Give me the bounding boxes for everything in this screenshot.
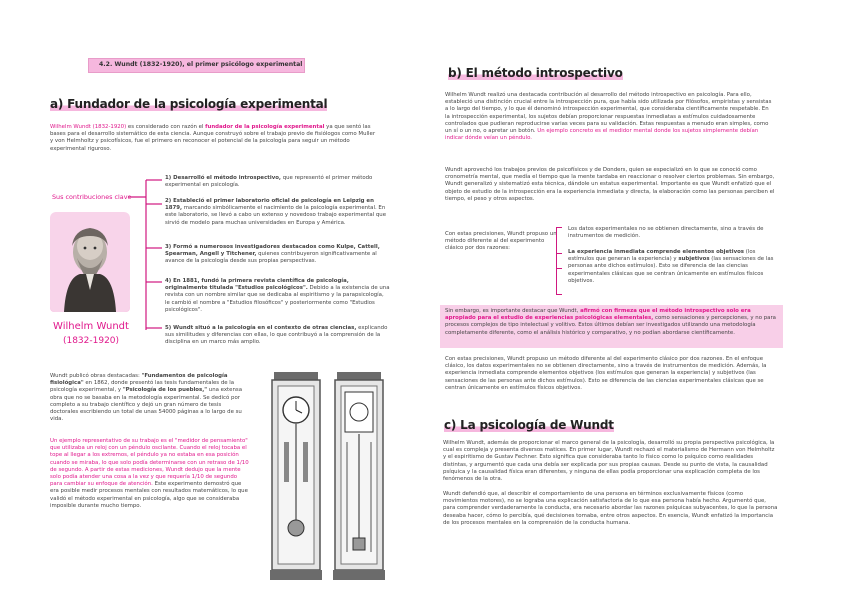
contribution-item: 2) Estableció el primer laboratorio oficial de psicología en Leipzig en 1879, marcando simbólicamente el nacimiento de la psicología experimental. En este laboratorio, se llevó a cabo un extenso y novedoso trabajo experimental que sirvió de modelo para muchas universidades en Europa y América.: [165, 198, 387, 226]
contribution-item: 1) Desarrolló el método introspectivo, que representó el primer método experimental en psicología.: [165, 175, 373, 189]
works-paragraph: Wundt publicó obras destacadas: "Fundamentos de psicología fisiológica" en 1862, donde presentó las tesis fundamentales de la psicología experimental, y "Psicología de los pueblos," una extensa obra que no se basaba en la metodología experimental. Se dedicó por completo a su trabajo científico y dejó un gran número de tesis doctorales escribiendo un total de unas 54000 páginas a lo largo de su vida.: [50, 373, 243, 423]
introspection-paragraph-2: Wundt aprovechó los trabajos previos de psicofísicos y de Donders, quien se especializó en lo que se conoció como cronometría mental, que medía el tiempo que la mente tardaba en reaccionar o resolver ciertos problemas. Sin embargo, Wundt generalizó y sistematizó esta técnica, dándole un estatus experimental. Importante es que Wundt enfatizó que el objeto de estudio de la introspección era la experiencia inmediata y directa, la elaboración como las personas perciben el tiempo, el peso y otros aspectos.: [445, 167, 775, 202]
contributions-label: Sus contribuciones clave: [52, 193, 132, 201]
example-paragraph: Un ejemplo representativo de su trabajo es el "medidor de pensamiento" que utilizaba un reloj con un péndulo oscilante. Cuando el reloj tocaba el tope al llegar a los extremos, el péndulo ya no estaba en esa posición cuando se miraba, lo que solo podía determinarse con un retraso de 1/10 de segundo. A partir de estas mediciones, Wundt dedujo que la mente solo podía atender una cosa a la vez y que requería 1/10 de segundo para cambiar su enfoque de atención. Este experimento demostró que era posible medir procesos mentales con resultados matemáticos, lo que validó el método experimental en psicología, algo que se consideraba imposible durante mucho tiempo.: [50, 438, 249, 509]
contrast-point-1: Los datos experimentales no se obtienen directamente, sino a través de instrumentos de medición.: [568, 226, 764, 240]
connector-lines: [128, 170, 164, 340]
portrait-frame: [50, 212, 130, 312]
section-tag-text: 4.2. Wundt (1832-1920), el primer psicólogo experimental: [99, 61, 303, 68]
contribution-item: 4) En 1881, fundó la primera revista científica de psicología, originalmente titulada "Estudios psicológicos". Debido a la existencia de una revista con un nombre similar que se dedicaba al espiritismo y la parapsicología, le cambió el nombre a "Estudios filosóficos" y posteriormente como "Estudios psicológicos".: [165, 278, 390, 313]
section-tag: [88, 58, 305, 73]
wundt-psychology-paragraph-1: Wilhelm Wundt, además de proporcionar el marco general de la psicología, desarrolló su propia perspectiva psicológica, la cual es compleja y presenta diversos matices. En primer lugar, Wundt rechazó el materialismo de Hermann von Helmholtz y el espiritismo de Gustav Fechner. Esto significa que consideraba tanto lo físico como lo psíquico como realidades distintas, y argumentó que cada una debía ser explicada por sus propias causas. Desde su punto de vista, la causalidad psíquica y la causalidad física eran diferentes, y ninguna de ellas podía proporcionar una explicación completa de los fenómenos de la otra.: [443, 440, 775, 483]
bracket-bottom: [556, 253, 562, 295]
section-a-title: a) Fundador de la psicología experimental: [50, 97, 328, 111]
wundt-portrait-image: [50, 212, 130, 312]
section-b-title: b) El método introspectivo: [448, 66, 623, 80]
section-c-title: c) La psicología de Wundt: [444, 418, 614, 432]
highlight-box-text: Sin embargo, es importante destacar que Wundt, afirmó con firmeza que el método introspectivo solo era apropiado para el estudio de experiencias psicológicas elementales, como sensaciones y percepciones, y no para procesos complejos de tipo intelectual y volitivo. Estos últimos debían ser investigados utilizando una metodología completamente diferente, como el análisis histórico y comparativo, y no podían abordarse científicamente.: [445, 308, 776, 336]
wundt-psychology-paragraph-2: Wundt defendió que, al describir el comportamiento de una persona en términos exclusivamente físicos (como movimientos motores), no se lograba una explicación satisfactoria de lo que esa persona había hecho. Argumentó que, para comprender verdaderamente la conducta, era necesario abordar las razones psíquicas subyacentes, lo que la persona deseaba hacer, cómo lo percibía, qué decisiones tomaba, entre otros aspectos. En esencia, Wundt enfatizó la importancia de los procesos mentales en la comprensión de la conducta humana.: [443, 491, 778, 526]
introspection-paragraph-1: Wilhelm Wundt realizó una destacada contribución al desarrollo del método introspectivo en psicología. Para ello, estableció una distinción crucial entre la introspección pura, que había sido utilizada por filósofos, empiristas y sensistas a lo largo del tiempo, y lo que él denominó introspección experimental, que consideraba científicamente respetable. En la introspección experimental, los sujetos debían proporcionar respuestas inmediatas a estímulos cuidadosamente controlados que pudieran reproducirse varias veces para su validación. Estas respuestas a menudo eran simples, como un sí o un no, o apretar un botón. Un ejemplo concreto es el medidor mental donde los sujetos simplemente debían indicar dónde veían un péndulo.: [445, 92, 772, 142]
pendulum-clock-image-2: [333, 372, 385, 580]
contribution-item: 3) Formó a numerosos investigadores destacados como Kulpe, Cattell, Spearman, Angell y Titchener, quienes contribuyeron significativamente al avance de la psicología desde sus propias perspectivas.: [165, 244, 380, 265]
pendulum-clock-image: [270, 372, 322, 580]
portrait-name: Wilhelm Wundt: [53, 321, 129, 332]
contrast-point-2: La experiencia inmediata comprende elementos objetivos (los estímulos que generan la experiencia) y subjetivos (las sensaciones de las personas ante dichos estímulos). Esto se diferencia de las ciencias experimentales clásicas que se centran únicamente en estímulos físicos objetivos.: [568, 249, 774, 284]
portrait-dates: (1832-1920): [62, 336, 120, 346]
intro-paragraph: Wilhelm Wundt (1832-1920) es considerado con razón el fundador de la psicología experimental ya que sentó las bases para el desarrollo sistemático de esta ciencia. Aunque construyó sobre el trabajo previo de fisiólogos como Muller y von Helmholtz y psicofísicos, fue el primero en reconocer el potencial de la psicología para seguir un método experimental riguroso.: [50, 124, 376, 152]
highlight-box: [440, 305, 783, 348]
contrast-intro: Con estas precisiones, Wundt propuso un método diferente al del experimento clásico por dos razones:: [445, 231, 557, 252]
introspection-paragraph-3: Con estas precisiones, Wundt propuso un método diferente al del experimento clásico por dos razones. En el enfoque clásico, los datos experimentales no se obtienen directamente, sino a través de instrumentos de medición. Además, la experiencia inmediata comprende elementos objetivos (los estímulos que generan la experiencia) y subjetivos (las sensaciones de las personas ante dichos estímulos). Esto se diferencia de las ciencias experimentales clásicas que se centran únicamente en estímulos físicos objetivos.: [445, 356, 767, 391]
contribution-item: 5) Wundt situó a la psicología en el contexto de otras ciencias, explicando sus similitudes y diferencias con ellas, lo que contribuyó a la comprensión de la disciplina en un marco más amplio.: [165, 325, 388, 346]
